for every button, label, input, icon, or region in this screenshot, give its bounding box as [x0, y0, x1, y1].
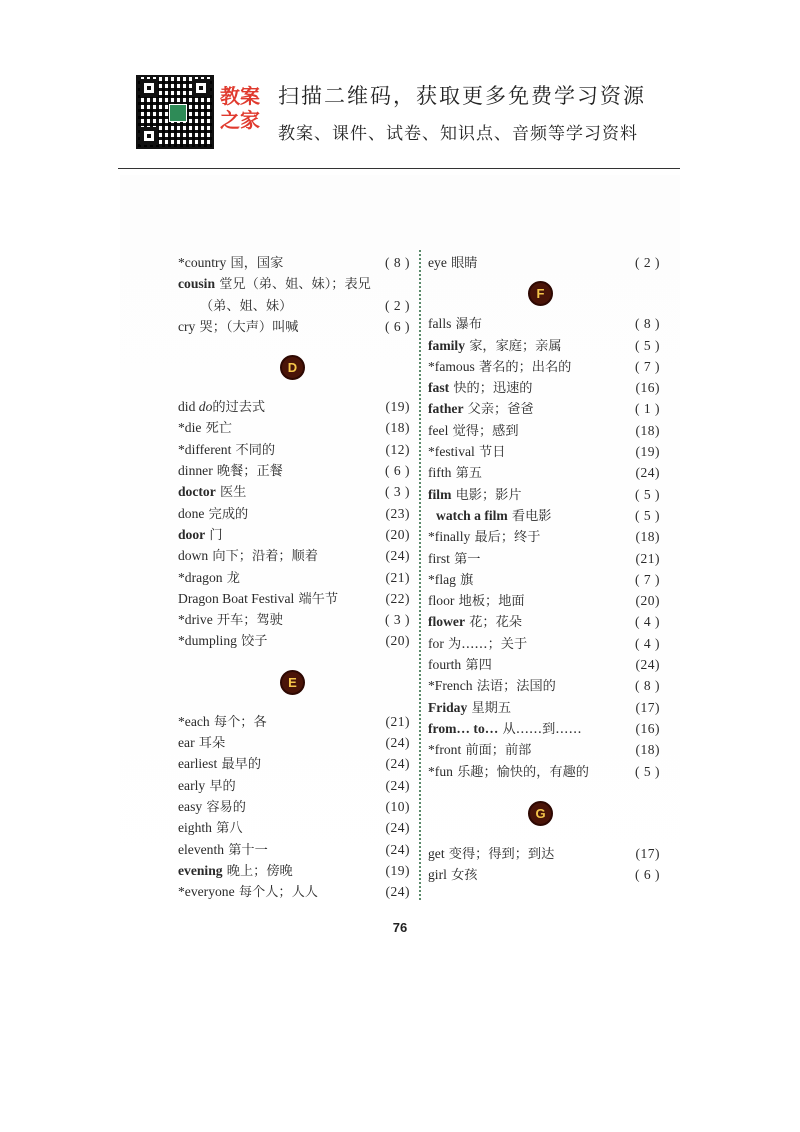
entry-gloss: 第五	[451, 466, 482, 482]
entry-gloss: 完成的	[204, 506, 249, 522]
entry-gloss: 第一	[449, 551, 481, 567]
entry-gloss: 快的；迅速的	[449, 381, 533, 397]
entry-word: *dumpling	[178, 633, 237, 649]
entry-unit-number: ( 4 )	[635, 635, 660, 651]
entry-unit-number: (20)	[385, 526, 410, 542]
entry-word: feel	[428, 422, 449, 438]
entry-unit-number: ( 5 )	[635, 337, 660, 353]
glossary-entry	[178, 316, 410, 337]
glossary-entry	[178, 881, 410, 902]
entry-unit-number: ( 7 )	[635, 358, 660, 374]
glossary-entry	[178, 503, 410, 524]
entry-gloss: 著名的；出名的	[474, 359, 572, 375]
glossary-entry	[428, 462, 660, 483]
entry-word: *flag	[428, 571, 456, 587]
logo-line-1: 教案	[220, 84, 260, 108]
entry-gloss: 前面；前部	[461, 743, 532, 759]
entry-unit-number: (18)	[635, 742, 660, 758]
entry-gloss: 从……到……	[498, 721, 582, 737]
glossary-entry	[178, 545, 410, 566]
entry-word: early	[178, 777, 206, 793]
entry-gloss: 最早的	[217, 757, 262, 773]
header-divider	[118, 168, 680, 169]
entry-word: get	[428, 845, 445, 861]
entry-gloss: 国，国家	[226, 256, 284, 271]
promo-header	[0, 0, 800, 175]
entry-word: for	[428, 635, 444, 651]
entry-gloss: 门	[205, 527, 223, 543]
glossary-entry	[178, 817, 410, 838]
entry-unit-number: (16)	[635, 380, 660, 396]
entry-word: *die	[178, 420, 202, 436]
entry-unit-number: (18)	[635, 422, 660, 438]
logo-line-2: 之家	[220, 108, 260, 132]
entry-gloss: 的过去式	[212, 400, 266, 416]
glossary-entry	[178, 796, 410, 817]
entry-unit-number: ( 7 )	[635, 571, 660, 587]
entry-word: ear	[178, 735, 195, 751]
entry-word: fifth	[428, 465, 452, 481]
glossary-entry	[178, 273, 410, 294]
entry-word: earliest	[178, 756, 218, 772]
glossary-entry	[428, 843, 660, 864]
entry-word: doctor	[178, 484, 216, 500]
entry-unit-number: (20)	[635, 593, 660, 609]
glossary-entry	[428, 252, 660, 273]
entry-gloss: 堂兄（弟、姐、妹）；表兄	[215, 277, 371, 293]
entry-word: eleventh	[178, 841, 225, 857]
entry-unit-number: ( 8 )	[385, 255, 410, 270]
glossary-entry	[178, 753, 410, 774]
entry-word: *drive	[178, 612, 213, 628]
glossary-entry	[428, 718, 660, 739]
section-header	[428, 782, 660, 843]
entry-unit-number: ( 3 )	[385, 484, 410, 500]
entry-unit-number: (24)	[635, 657, 660, 673]
glossary-entry	[428, 569, 660, 590]
entry-word: *French	[428, 678, 473, 694]
entry-unit-number: (10)	[385, 798, 410, 814]
entry-gloss: 父亲；爸爸	[463, 402, 534, 418]
entry-unit-number: (24)	[385, 820, 410, 836]
entry-gloss: 最后；终于	[470, 530, 541, 546]
glossary-entry	[178, 439, 410, 460]
entry-gloss: 医生	[215, 485, 247, 501]
entry-word: *each	[178, 713, 210, 729]
entry-unit-number: ( 2 )	[385, 297, 410, 313]
promo-subline: 教案、课件、试卷、知识点、音频等学习资料	[278, 124, 638, 144]
entry-unit-number: (24)	[385, 884, 410, 900]
glossary-entry	[178, 417, 410, 438]
entry-unit-number: (18)	[635, 529, 660, 545]
entry-gloss: 节日	[474, 445, 506, 461]
glossary-entry	[178, 460, 410, 481]
entry-unit-number: ( 8 )	[635, 316, 660, 332]
entry-unit-number: ( 8 )	[635, 678, 660, 694]
entry-word: girl	[428, 867, 447, 883]
entry-gloss: 龙	[222, 570, 240, 586]
entry-word: Friday	[428, 699, 468, 715]
entry-gloss: 第四	[461, 658, 492, 674]
glossary-entry	[178, 396, 410, 417]
promo-headline: 扫描二维码，获取更多免费学习资源	[278, 84, 646, 108]
entry-word: *different	[178, 441, 232, 457]
entry-unit-number: ( 5 )	[635, 763, 660, 779]
section-letter-badge: D	[280, 355, 305, 380]
glossary-entry	[178, 711, 410, 732]
entry-unit-number: (24)	[385, 548, 410, 564]
glossary-entry	[178, 630, 410, 651]
glossary-entry	[428, 335, 660, 356]
glossary-entry	[178, 588, 410, 609]
entry-word: easy	[178, 798, 203, 814]
glossary-entry	[428, 313, 660, 334]
entry-word: *finally	[428, 529, 471, 545]
glossary-entry	[428, 398, 660, 419]
entry-unit-number: (22)	[385, 590, 410, 606]
entry-word: door	[178, 526, 206, 542]
entry-unit-number: (24)	[635, 465, 660, 481]
entry-word: family	[428, 337, 465, 353]
glossary-entry	[428, 484, 660, 505]
glossary-entry	[428, 356, 660, 377]
glossary-entry	[178, 609, 410, 630]
glossary-entry	[428, 633, 660, 654]
entry-unit-number: (24)	[385, 777, 410, 793]
entry-word: *everyone	[178, 884, 235, 900]
site-logo	[220, 84, 268, 132]
entry-word: floor	[428, 593, 455, 609]
entry-unit-number: (21)	[385, 569, 410, 585]
entry-gloss: 变得；得到；到达	[444, 846, 555, 862]
entry-gloss: 不同的	[231, 442, 276, 458]
glossary-entry	[178, 775, 410, 796]
entry-unit-number: ( 2 )	[635, 255, 660, 270]
entry-word: father	[428, 401, 464, 417]
glossary-right-column	[428, 252, 660, 885]
entry-unit-number: (24)	[385, 735, 410, 751]
entry-gloss: 早的	[205, 778, 236, 794]
entry-word: film	[428, 486, 452, 502]
section-letter-badge: G	[528, 801, 553, 826]
entry-gloss: 端午节	[294, 591, 339, 607]
entry-gloss: 为……；关于	[443, 636, 528, 652]
qr-finder-mark	[192, 79, 210, 97]
entry-gloss: 第十一	[224, 842, 268, 858]
entry-gloss: 晚餐；正餐	[212, 464, 283, 480]
entry-unit-number: (24)	[385, 756, 410, 772]
glossary-entry	[428, 526, 660, 547]
entry-unit-number: (23)	[385, 505, 410, 521]
entry-unit-number: (21)	[635, 550, 660, 566]
entry-word: *country	[178, 255, 227, 270]
entry-gloss: 第八	[211, 821, 243, 837]
entry-gloss: 女孩	[446, 868, 478, 884]
entry-word: *dragon	[178, 569, 223, 585]
entry-word: evening	[178, 862, 223, 878]
entry-gloss: 哭；（大声）叫喊	[195, 319, 299, 335]
entry-unit-number: (20)	[385, 633, 410, 649]
entry-gloss: 瀑布	[451, 317, 482, 333]
entry-gloss: （弟、姐、妹）	[200, 298, 293, 314]
glossary-left-column	[178, 252, 410, 902]
entry-word: *front	[428, 742, 462, 758]
entry-word: eye	[428, 255, 447, 270]
entry-gloss: 觉得；感到	[448, 423, 519, 439]
entry-gloss: 向下；沿着；顺着	[208, 549, 318, 565]
entry-gloss: 死亡	[201, 421, 232, 437]
glossary-entry	[428, 377, 660, 398]
section-header	[428, 273, 660, 313]
section-letter-badge: F	[528, 281, 553, 306]
entry-word: flower	[428, 614, 465, 630]
entry-word: falls	[428, 316, 452, 332]
glossary-entry	[428, 739, 660, 760]
qr-center-logo-icon	[169, 104, 187, 122]
entry-gloss: 晚上；傍晚	[222, 863, 293, 879]
entry-unit-number: ( 5 )	[635, 486, 660, 502]
entry-word: cousin	[178, 276, 216, 292]
entry-word: fast	[428, 380, 450, 396]
entry-gloss: 饺子	[236, 634, 268, 650]
entry-gloss: 开车；驾驶	[212, 613, 283, 629]
entry-gloss: 看电影	[507, 508, 552, 524]
glossary-entry	[428, 675, 660, 696]
glossary-entry	[428, 420, 660, 441]
entry-gloss: 花；花朵	[465, 615, 522, 631]
glossary-entry	[178, 252, 410, 273]
glossary-entry	[428, 441, 660, 462]
entry-word: *fun	[428, 763, 453, 779]
entry-gloss: 星期五	[467, 700, 512, 716]
entry-word: *festival	[428, 444, 475, 460]
glossary-entry	[178, 839, 410, 860]
glossary-entry	[428, 697, 660, 718]
entry-gloss: 家，家庭；亲属	[465, 338, 562, 354]
glossary-entry	[428, 590, 660, 611]
entry-unit-number: ( 6 )	[385, 463, 410, 479]
entry-gloss: 法语；法国的	[472, 679, 556, 695]
entry-word: fourth	[428, 657, 462, 673]
entry-unit-number: (19)	[385, 862, 410, 878]
entry-gloss: 每个人；人人	[234, 885, 318, 901]
page-number: 76	[392, 920, 408, 935]
section-header	[178, 337, 410, 396]
entry-word: Dragon Boat Festival	[178, 590, 295, 606]
entry-unit-number: ( 6 )	[385, 318, 410, 334]
qr-finder-mark	[140, 79, 158, 97]
entry-word: did	[178, 399, 196, 415]
entry-unit-number: ( 4 )	[635, 614, 660, 630]
entry-unit-number: (17)	[635, 845, 660, 861]
entry-unit-number: (12)	[385, 441, 410, 457]
column-divider	[419, 250, 421, 900]
glossary-entry	[178, 481, 410, 502]
section-letter-badge: E	[280, 670, 305, 695]
entry-unit-number: ( 3 )	[385, 612, 410, 628]
glossary-entry	[178, 567, 410, 588]
glossary-entry	[178, 860, 410, 881]
entry-word: cry	[178, 318, 196, 334]
entry-gloss: 电影；影片	[451, 487, 522, 503]
glossary-entry	[428, 505, 660, 526]
entry-unit-number: ( 1 )	[635, 401, 660, 417]
entry-word: watch a film	[436, 507, 508, 523]
entry-unit-number: (19)	[635, 444, 660, 460]
entry-gloss: 耳朵	[194, 736, 226, 752]
entry-gloss: 容易的	[202, 799, 246, 815]
glossary-entry	[428, 548, 660, 569]
entry-word: done	[178, 505, 205, 521]
entry-word: down	[178, 548, 209, 564]
entry-gloss: 地板；地面	[454, 594, 525, 610]
entry-gloss: 乐趣；愉快的，有趣的	[452, 764, 589, 780]
glossary-entry	[428, 864, 660, 885]
glossary-entry	[428, 761, 660, 782]
section-header	[178, 652, 410, 711]
entry-unit-number: ( 5 )	[635, 507, 660, 523]
entry-unit-number: ( 6 )	[635, 867, 660, 883]
entry-word: first	[428, 550, 450, 566]
entry-unit-number: (24)	[385, 841, 410, 857]
entry-word: eighth	[178, 820, 212, 836]
qr-code-image[interactable]	[136, 75, 214, 149]
entry-unit-number: (16)	[635, 720, 660, 736]
glossary-entry	[178, 295, 410, 316]
entry-gloss: 旗	[455, 572, 474, 588]
qr-finder-mark	[140, 127, 158, 145]
entry-gloss: 眼睛	[446, 256, 478, 271]
entry-gloss: 每个；各	[209, 714, 267, 730]
entry-word-italic: do	[195, 399, 213, 415]
glossary-entry	[178, 732, 410, 753]
glossary-entry	[178, 524, 410, 545]
entry-word: from… to…	[428, 720, 499, 736]
entry-unit-number: (17)	[635, 699, 660, 715]
entry-unit-number: (18)	[385, 420, 410, 436]
entry-unit-number: (21)	[385, 713, 410, 729]
glossary-entry	[428, 654, 660, 675]
glossary-entry	[428, 611, 660, 632]
entry-word: dinner	[178, 463, 213, 479]
entry-word: *famous	[428, 358, 475, 374]
entry-unit-number: (19)	[385, 399, 410, 415]
